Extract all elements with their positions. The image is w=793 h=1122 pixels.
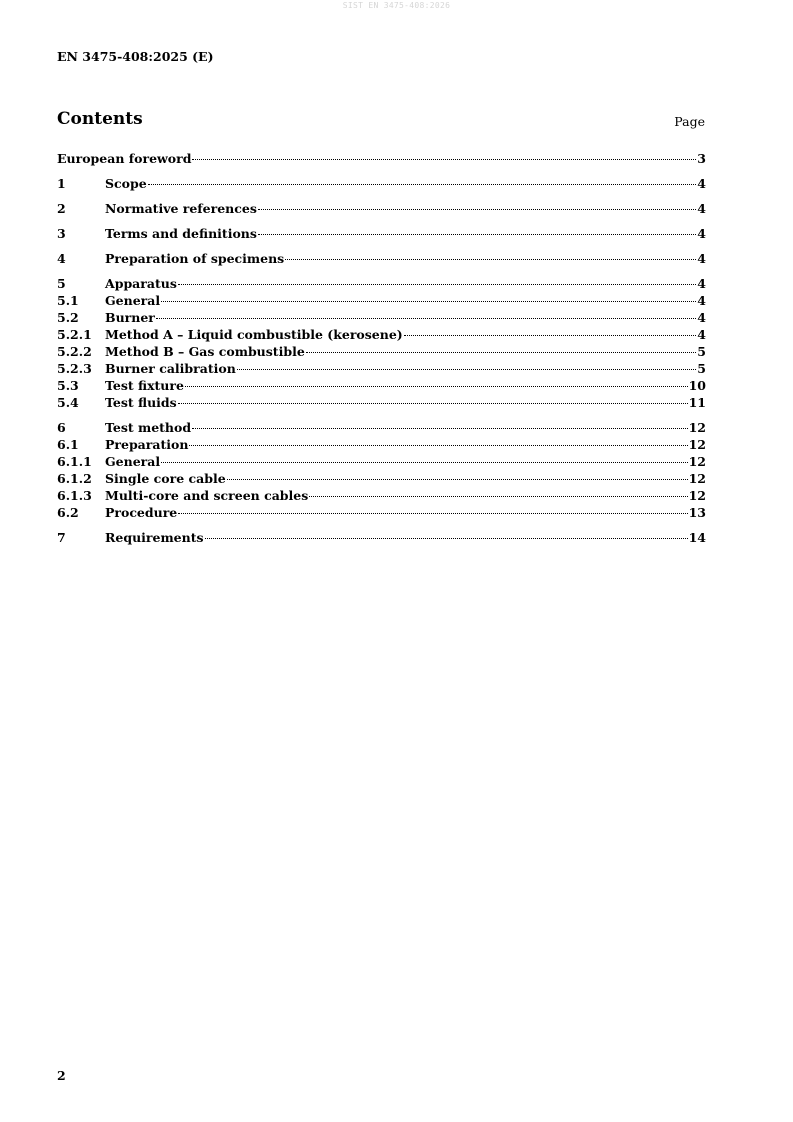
toc-entry-title: Normative references — [105, 201, 257, 216]
toc-entry-test-method[interactable] — [57, 419, 706, 436]
toc-entry-test-fluids[interactable] — [57, 394, 706, 411]
toc-dot-leader — [285, 259, 696, 260]
toc-entry-page: 4 — [697, 327, 706, 342]
toc-entry-number: 5.2 — [57, 310, 79, 325]
toc-entry-page: 4 — [697, 226, 706, 241]
toc-entry-requirements[interactable] — [57, 529, 706, 546]
toc-entry-method-a[interactable] — [57, 326, 706, 343]
toc-entry-title: Test method — [105, 420, 192, 435]
toc-entry-number: 5.3 — [57, 378, 79, 393]
toc-entry-single-core-cable[interactable] — [57, 470, 706, 487]
toc-dot-leader — [192, 159, 696, 160]
toc-entry-european-foreword[interactable] — [57, 150, 706, 167]
toc-entry-page: 5 — [697, 361, 706, 376]
toc-entry-number: 5.2.3 — [57, 361, 92, 376]
toc-entry-general[interactable] — [57, 292, 706, 309]
toc-entry-title: Preparation of specimens — [105, 251, 285, 266]
toc-entry-page: 12 — [688, 437, 706, 452]
toc-entry-number: 6.1.2 — [57, 471, 92, 486]
toc-dot-leader — [258, 234, 696, 235]
toc-entry-title: Preparation — [105, 437, 189, 452]
toc-entry-number: 7 — [57, 530, 66, 545]
toc-entry-title: Multi-core and screen cables — [105, 488, 309, 503]
toc-entry-title: Scope — [105, 176, 147, 191]
toc-entry-page: 4 — [697, 276, 706, 291]
toc-entry-number: 4 — [57, 251, 66, 266]
toc-dot-leader — [189, 445, 687, 446]
toc-entry-title: General — [105, 454, 161, 469]
table-of-contents — [57, 150, 706, 546]
toc-entry-preparation-of-specimens[interactable] — [57, 250, 706, 267]
page-number: 2 — [57, 1068, 66, 1083]
toc-entry-page: 14 — [688, 530, 706, 545]
toc-entry-number: 5.2.2 — [57, 344, 92, 359]
toc-dot-leader — [192, 428, 687, 429]
toc-entry-title: Apparatus — [105, 276, 177, 291]
toc-entry-page: 13 — [688, 505, 706, 520]
toc-dot-leader — [237, 369, 696, 370]
watermark: SIST EN 3475-408:2026 — [342, 1, 451, 10]
toc-entry-method-b[interactable] — [57, 343, 706, 360]
toc-entry-preparation-general[interactable] — [57, 453, 706, 470]
toc-entry-number: 3 — [57, 226, 66, 241]
toc-entry-multi-core-cables[interactable] — [57, 487, 706, 504]
contents-title: Contents — [57, 109, 143, 129]
toc-entry-title: Burner — [105, 310, 155, 325]
toc-entry-page: 4 — [697, 176, 706, 191]
toc-dot-leader — [309, 496, 687, 497]
toc-entry-preparation[interactable] — [57, 436, 706, 453]
toc-dot-leader — [227, 479, 688, 480]
toc-entry-normative-references[interactable] — [57, 200, 706, 217]
toc-entry-title: Test fluids — [105, 395, 177, 410]
toc-entry-title: Terms and definitions — [105, 226, 257, 241]
toc-entry-number: 5.1 — [57, 293, 79, 308]
toc-entry-number: 6 — [57, 420, 66, 435]
toc-entry-number: 5.4 — [57, 395, 79, 410]
toc-entry-scope[interactable] — [57, 175, 706, 192]
toc-entry-title: General — [105, 293, 161, 308]
toc-entry-number: 2 — [57, 201, 66, 216]
toc-entry-title: Single core cable — [105, 471, 226, 486]
toc-dot-leader — [178, 403, 688, 404]
toc-entry-number: 5.2.1 — [57, 327, 92, 342]
toc-entry-page: 3 — [697, 151, 706, 166]
toc-entry-title: European foreword — [57, 151, 192, 166]
toc-dot-leader — [185, 386, 688, 387]
toc-entry-number: 6.1.1 — [57, 454, 92, 469]
toc-entry-title: Procedure — [105, 505, 178, 520]
toc-entry-title: Method A – Liquid combustible (kerosene) — [105, 327, 403, 342]
toc-dot-leader — [258, 209, 696, 210]
toc-entry-procedure[interactable] — [57, 504, 706, 521]
toc-entry-page: 10 — [688, 378, 706, 393]
toc-entry-page: 12 — [688, 471, 706, 486]
toc-entry-number: 6.1.3 — [57, 488, 92, 503]
toc-entry-page: 4 — [697, 293, 706, 308]
toc-entry-title: Method B – Gas combustible — [105, 344, 305, 359]
toc-dot-leader — [161, 301, 696, 302]
toc-entry-apparatus[interactable] — [57, 275, 706, 292]
toc-dot-leader — [156, 318, 696, 319]
toc-entry-number: 6.1 — [57, 437, 79, 452]
toc-entry-page: 12 — [688, 454, 706, 469]
toc-entry-title: Test fixture — [105, 378, 184, 393]
toc-entry-page: 12 — [688, 488, 706, 503]
toc-entry-title: Requirements — [105, 530, 204, 545]
page-column-label: Page — [674, 114, 705, 129]
document-id: EN 3475-408:2025 (E) — [57, 49, 214, 64]
toc-dot-leader — [205, 538, 688, 539]
toc-entry-page: 4 — [697, 201, 706, 216]
toc-dot-leader — [161, 462, 687, 463]
toc-entry-number: 1 — [57, 176, 66, 191]
toc-entry-page: 12 — [688, 420, 706, 435]
toc-entry-burner-calibration[interactable] — [57, 360, 706, 377]
toc-dot-leader — [306, 352, 697, 353]
toc-entry-terms-and-definitions[interactable] — [57, 225, 706, 242]
toc-entry-page: 4 — [697, 310, 706, 325]
toc-dot-leader — [148, 184, 697, 185]
toc-dot-leader — [404, 335, 697, 336]
toc-entry-burner[interactable] — [57, 309, 706, 326]
toc-dot-leader — [178, 284, 696, 285]
toc-dot-leader — [178, 513, 687, 514]
toc-entry-number: 6.2 — [57, 505, 79, 520]
toc-entry-page: 5 — [697, 344, 706, 359]
toc-entry-test-fixture[interactable] — [57, 377, 706, 394]
toc-entry-number: 5 — [57, 276, 66, 291]
toc-entry-page: 11 — [688, 395, 706, 410]
toc-entry-page: 4 — [697, 251, 706, 266]
toc-entry-title: Burner calibration — [105, 361, 236, 376]
